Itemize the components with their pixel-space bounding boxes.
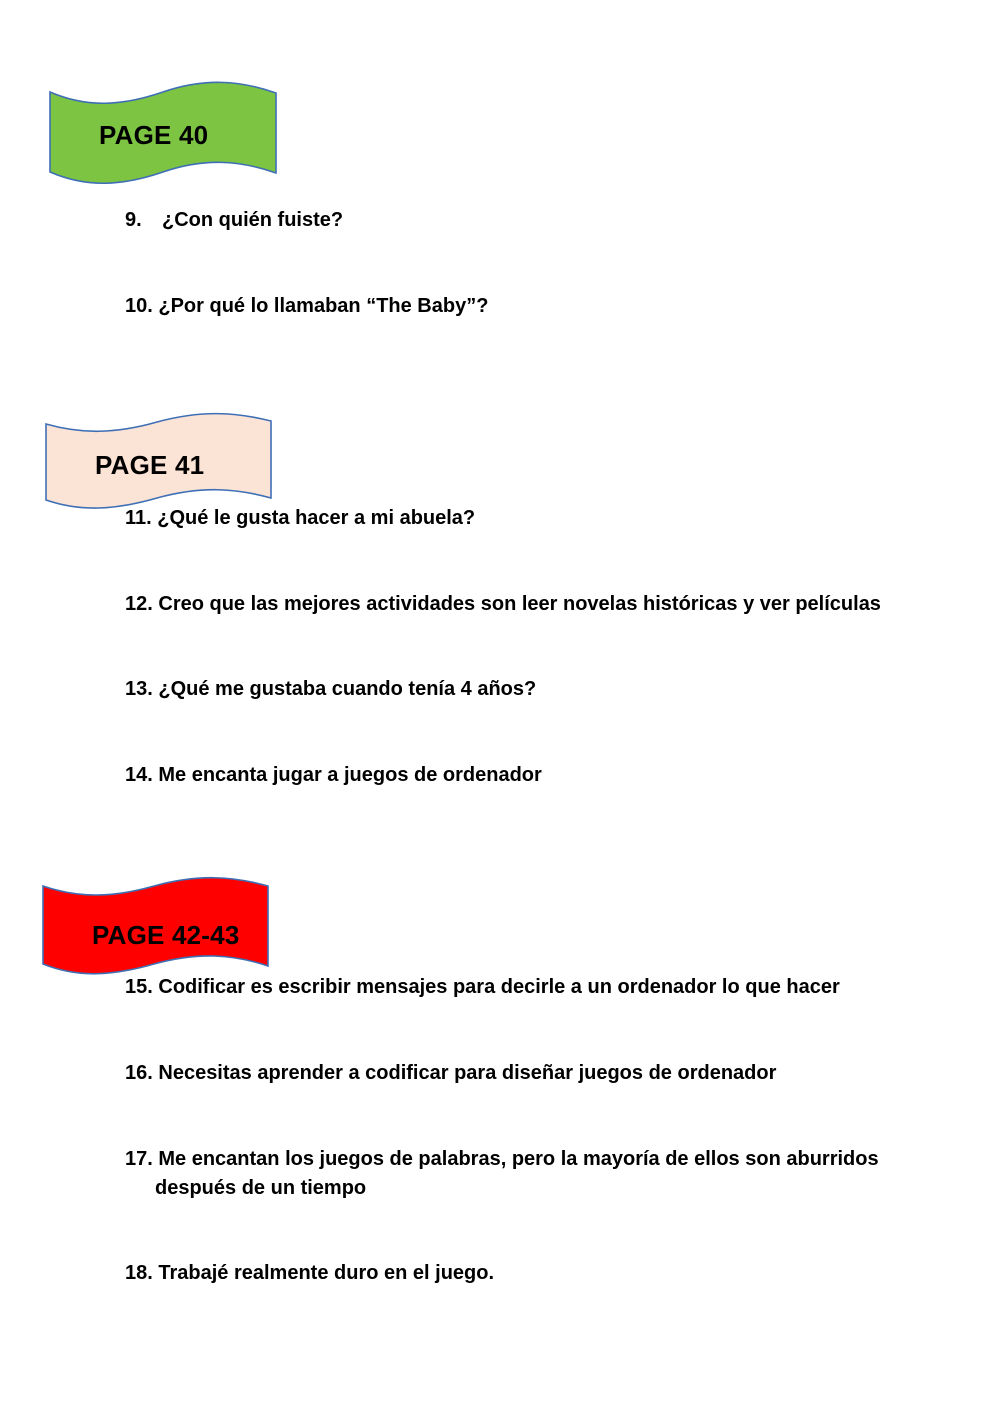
banner-page-41 [43, 412, 275, 508]
list-item [125, 973, 925, 1002]
item-number: 12. [125, 593, 153, 615]
item-text: ¿Con quién fuiste? [162, 209, 344, 231]
list-item [125, 1145, 925, 1203]
item-text: Me encanta jugar a juegos de ordenador [158, 764, 542, 786]
list-item [125, 292, 925, 321]
list-item [125, 1259, 925, 1288]
section-title: PAGE 40 [99, 120, 209, 150]
section-title: PAGE 41 [95, 450, 205, 480]
list-item [125, 504, 925, 533]
item-number: 18. [125, 1262, 153, 1284]
list-item [125, 1059, 925, 1088]
item-number: 17. [125, 1148, 153, 1170]
banner-page-40 [47, 86, 279, 182]
item-text: Me encantan los juegos de palabras, pero la mayoría de ellos son aburridos [158, 1148, 879, 1170]
item-number: 11. [125, 507, 152, 529]
item-number: 15. [125, 976, 153, 998]
item-text: ¿Qué le gusta hacer a mi abuela? [157, 507, 476, 529]
item-text: ¿Qué me gustaba cuando tenía 4 años? [158, 678, 537, 700]
list-item [125, 675, 925, 704]
item-text-continuation: después de un tiempo [155, 1177, 367, 1199]
item-number: 9. [125, 209, 142, 231]
item-number: 10. [125, 295, 153, 317]
item-text: Creo que las mejores actividades son leer novelas históricas y ver películas [158, 593, 881, 615]
banner-page-42-43 [40, 878, 272, 974]
item-text: ¿Por qué lo llamaban “The Baby”? [158, 295, 489, 317]
item-text: Codificar es escribir mensajes para decirle a un ordenador lo que hacer [158, 976, 840, 998]
item-number: 16. [125, 1062, 153, 1084]
list-item [125, 590, 925, 619]
item-text: Necesitas aprender a codificar para diseñar juegos de ordenador [158, 1062, 777, 1084]
list-item [125, 761, 925, 790]
item-number: 13. [125, 678, 153, 700]
item-text: Trabajé realmente duro en el juego. [158, 1262, 495, 1284]
list-item [125, 206, 925, 235]
section-title: PAGE 42-43 [92, 920, 240, 950]
item-number: 14. [125, 764, 153, 786]
